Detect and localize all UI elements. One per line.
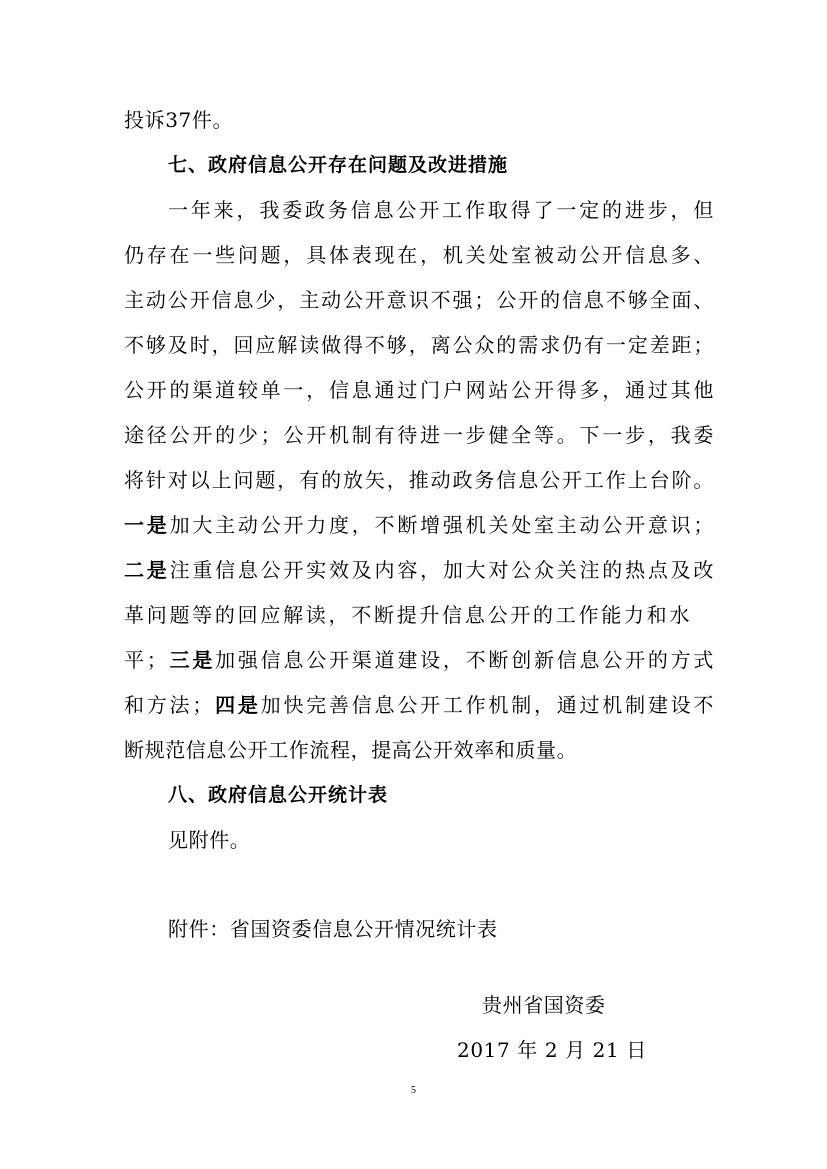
measure-two [124,555,714,585]
page-number: 5 [411,1085,416,1096]
measure-two-text: 注重信息公开实效及内容，加大对公众关注的热点及改 [169,558,715,582]
section-heading-8: 八、政府信息公开统计表 [168,784,389,806]
body-line: 主动公开信息少，主动公开意识不强；公开的信息不够全面、 [124,288,714,312]
body-line: 投诉37件。 [124,108,234,132]
measure-four-text: 加快完善信息公开工作机制，通过机制建设不 [260,693,715,717]
measure-three-text: 加强信息公开渠道建设，不断创新信息公开的方式 [215,648,715,672]
body-line: 将针对以上问题，有的放矢，推动政务信息公开工作上台阶。 [124,468,714,492]
signature-date: 2017 年 2 月 21 日 [457,1038,647,1062]
measure-four-prefix: 和方法； [124,693,213,717]
measure-four-lead: 四是 [212,693,261,717]
measure-one-lead: 一是 [124,513,170,537]
measure-one-text: 加大主动公开力度，不断增强机关处室主动公开意识； [169,513,715,537]
body-line: 断规范信息公开工作流程，提高公开效率和质量。 [124,738,578,762]
measure-three-prefix: 平； [124,648,168,672]
body-line: 一年来，我委政务信息公开工作取得了一定的进步，但 [168,198,714,222]
section-8-text: 见附件。 [168,828,251,852]
measure-three-lead: 三是 [167,648,216,672]
body-line: 革问题等的回应解读，不断提升信息公开的工作能力和水 [124,603,690,627]
body-line: 公开的渠道较单一，信息通过门户网站公开得多，通过其他 [124,378,714,402]
measure-two-lead: 二是 [124,558,170,582]
measure-three [124,645,714,675]
body-line: 途径公开的少；公开机制有待进一步健全等。下一步，我委 [124,423,714,447]
measure-four [124,690,714,720]
body-line: 不够及时，回应解读做得不够，离公众的需求仍有一定差距； [124,333,714,357]
body-line: 仍存在一些问题，具体表现在，机关处室被动公开信息多、 [124,243,714,267]
section-heading-7: 七、政府信息公开存在问题及改进措施 [168,154,509,176]
attachment-note: 附件：省国资委信息公开情况统计表 [168,917,498,941]
signature-org: 贵州省国资委 [482,993,606,1017]
measure-one [124,510,714,540]
